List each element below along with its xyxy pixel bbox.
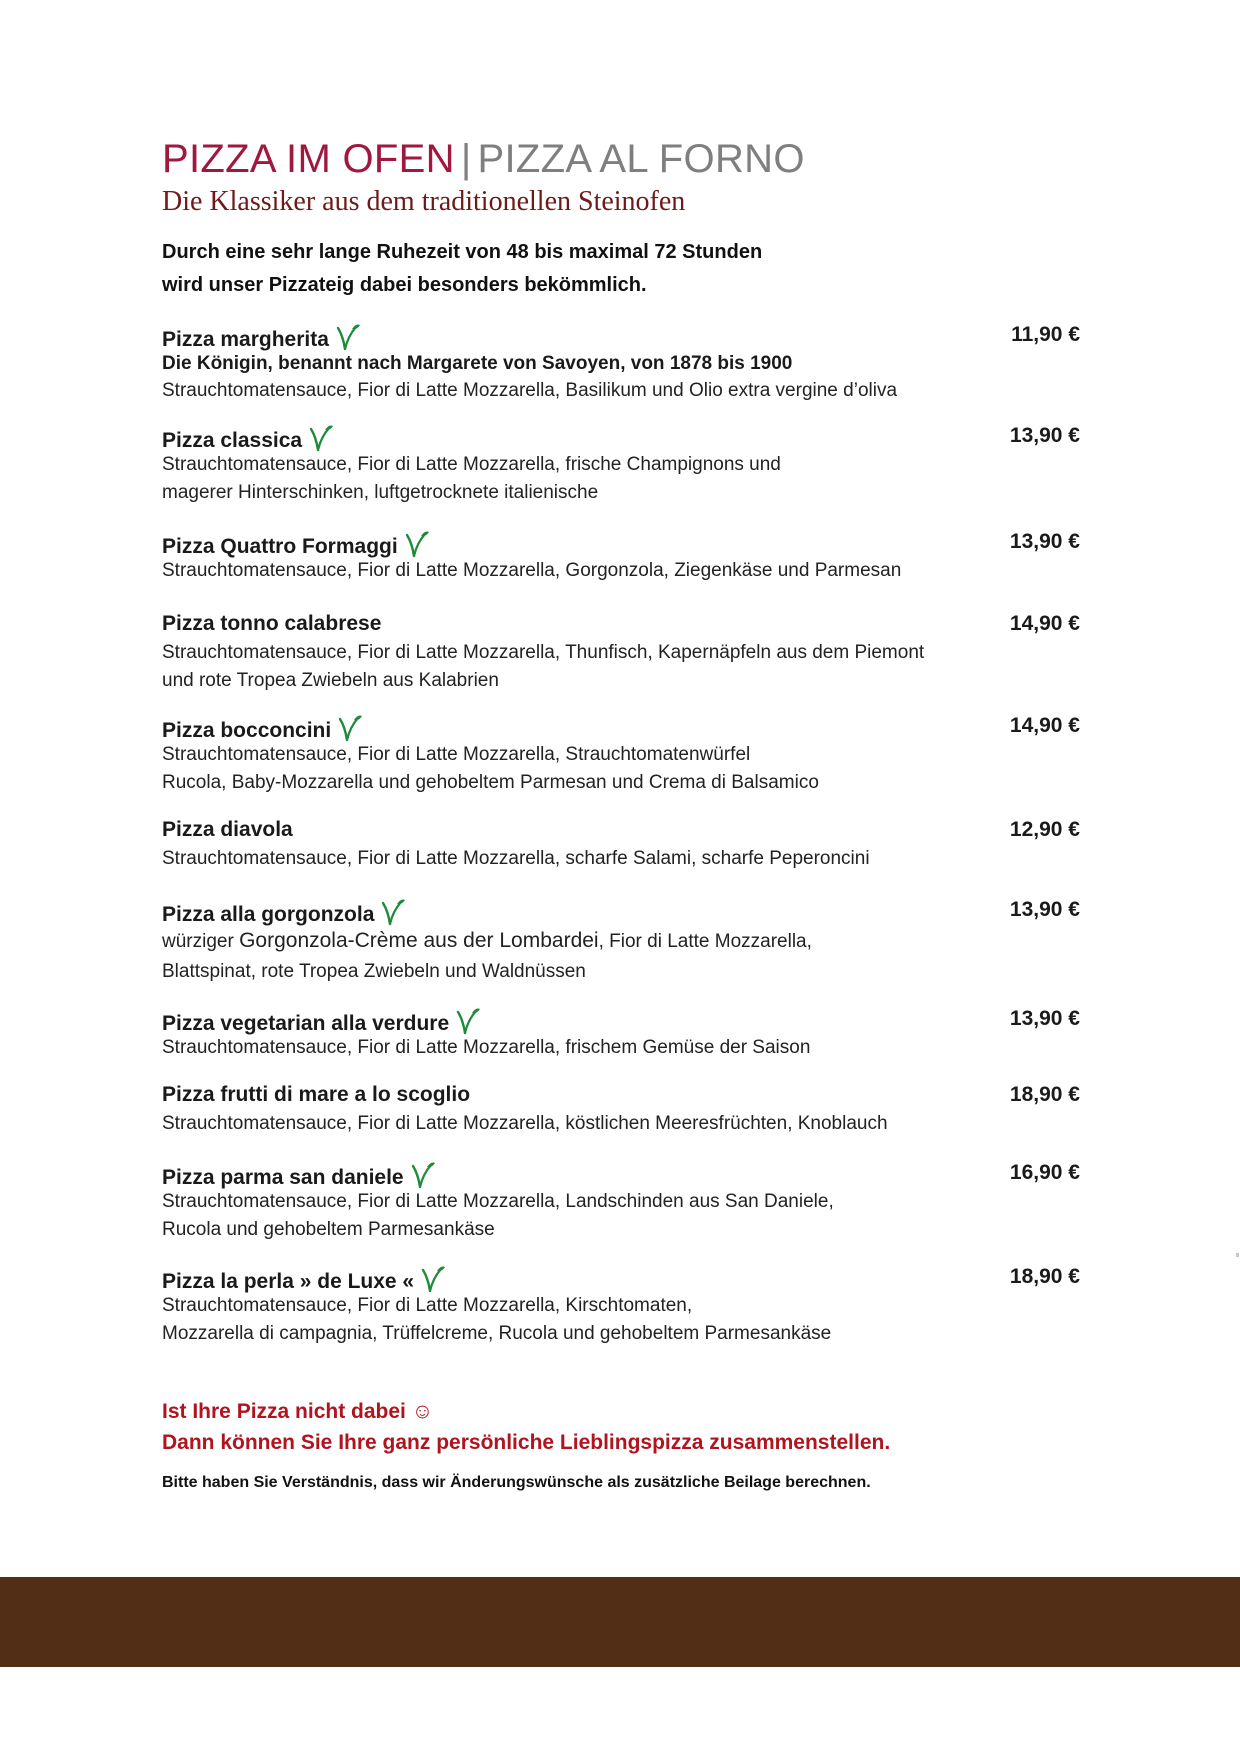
menu-item-header [162, 891, 1082, 925]
menu-item-name-text: Pizza tonno calabrese [162, 612, 382, 635]
menu-item-description: Strauchtomatensauce, Fior di Latte Mozzarella, frischem Gemüse der Saison [162, 1037, 811, 1058]
page-title [162, 136, 1082, 182]
menu-item-name [162, 611, 381, 637]
title-italian: PIZZA AL FORNO [477, 137, 805, 181]
menu-item-description: Strauchtomatensauce, Fior di Latte Mozzarella, Landschinden aus San Daniele, [162, 1191, 834, 1212]
intro-line: wird unser Pizzateig dabei besonders bekömmlich. [162, 274, 647, 296]
custom-pizza-callout [162, 1396, 1082, 1458]
vegetarian-leaf-icon [335, 322, 361, 352]
menu-item [162, 523, 1082, 585]
menu-item-header [162, 1258, 1082, 1292]
menu-item-description: magerer Hinterschinken, luftgetrocknete italienische [162, 482, 599, 503]
menu-item-name [162, 1082, 470, 1108]
callout-line: Dann können Sie Ihre ganz persönliche Lieblingspizza zusammenstellen. [162, 1431, 891, 1454]
menu-item-price: 13,90 € [1009, 1007, 1080, 1030]
menu-item-price: 12,90 € [1009, 818, 1080, 841]
menu-item-description: Blattspinat, rote Tropea Zwiebeln und Waldnüssen [162, 961, 586, 982]
menu-item-description [162, 925, 1082, 958]
menu-item-header [162, 1000, 1082, 1034]
menu-item-name [162, 1264, 446, 1295]
menu-item-name-text: Pizza alla gorgonzola [162, 903, 375, 926]
menu-item-name-text: Pizza Quattro Formaggi [162, 535, 398, 558]
menu-item-name [162, 897, 406, 928]
menu-item-description: Strauchtomatensauce, Fior di Latte Mozzarella, Strauchtomatenwürfel [162, 744, 751, 765]
vegetarian-leaf-icon [404, 529, 430, 559]
menu-item-header [162, 1076, 1082, 1110]
menu-item-name-text: Pizza bocconcini [162, 719, 332, 742]
menu-item-name [162, 529, 430, 560]
intro-text [162, 236, 1082, 302]
menu-item-header [162, 523, 1082, 557]
page-subtitle: Die Klassiker aus dem traditionellen Steinofen [162, 186, 686, 217]
menu-page [162, 136, 1082, 1493]
vegetarian-leaf-icon [308, 423, 334, 453]
title-german: PIZZA IM OFEN [162, 137, 455, 181]
menu-item-description: Rucola und gehobeltem Parmesankäse [162, 1219, 495, 1240]
menu-item [162, 811, 1082, 873]
menu-item-description: Strauchtomatensauce, Fior di Latte Mozzarella, Gorgonzola, Ziegenkäse und Parmesan [162, 560, 902, 581]
menu-item-name [162, 713, 363, 744]
menu-item-name-text: Pizza vegetarian alla verdure [162, 1012, 450, 1035]
menu-item-description: Strauchtomatensauce, Fior di Latte Mozzarella, Basilikum und Olio extra vergine d’oliva [162, 380, 898, 401]
menu-item [162, 1154, 1082, 1244]
title-separator: | [460, 137, 472, 181]
menu-item-header [162, 417, 1082, 451]
menu-item [162, 1258, 1082, 1348]
description-emphasis: Gorgonzola-Crème aus der Lombardei [239, 929, 599, 952]
menu-item-name [162, 817, 293, 843]
menu-item-price: 18,90 € [1009, 1083, 1080, 1106]
menu-item-header [162, 707, 1082, 741]
edge-mark [1236, 1253, 1239, 1257]
callout-line: Ist Ihre Pizza nicht dabei ☺ [162, 1400, 434, 1423]
menu-item-price: 14,90 € [1009, 714, 1080, 737]
menu-item-description: Strauchtomatensauce, Fior di Latte Mozzarella, frische Champignons und [162, 454, 781, 475]
menu-item-name-text: Pizza margherita [162, 328, 329, 351]
menu-item [162, 605, 1082, 695]
menu-item-header [162, 1154, 1082, 1188]
intro-line: Durch eine sehr lange Ruhezeit von 48 bis maximal 72 Stunden [162, 241, 763, 263]
surcharge-note: Bitte haben Sie Verständnis, dass wir Änderungswünsche als zusätzliche Beilage berechnen. [162, 1474, 871, 1491]
menu-item-description: Strauchtomatensauce, Fior di Latte Mozzarella, Thunfisch, Kapernäpfeln aus dem Piemont [162, 642, 925, 663]
menu-item-name-text: Pizza frutti di mare a lo scoglio [162, 1083, 471, 1106]
menu-item-price: 13,90 € [1009, 424, 1080, 447]
menu-item-price: 14,90 € [1009, 612, 1080, 635]
menu-item-price: 16,90 € [1009, 1161, 1080, 1184]
menu-item [162, 1000, 1082, 1062]
menu-item [162, 316, 1082, 405]
vegetarian-leaf-icon [455, 1006, 481, 1036]
menu-item-header [162, 811, 1082, 845]
footer-bar [0, 1577, 1240, 1667]
menu-item [162, 891, 1082, 986]
menu-item-name-text: Pizza diavola [162, 818, 293, 841]
menu-item-name-text: Pizza classica [162, 429, 303, 452]
menu-item-description: Strauchtomatensauce, Fior di Latte Mozzarella, Kirschtomaten, [162, 1295, 693, 1316]
menu-item-price: 13,90 € [1009, 530, 1080, 553]
menu-item-description: und rote Tropea Zwiebeln aus Kalabrien [162, 670, 499, 691]
menu-item-description: Rucola, Baby-Mozzarella und gehobeltem Parmesan und Crema di Balsamico [162, 772, 819, 793]
menu-item [162, 1076, 1082, 1138]
description-part: würziger [162, 931, 240, 952]
menu-item-description: Mozzarella di campagnia, Trüffelcreme, Rucola und gehobeltem Parmesankäse [162, 1323, 832, 1344]
menu-item-name [162, 423, 334, 454]
menu-item-price: 11,90 € [1011, 323, 1080, 346]
vegetarian-leaf-icon [420, 1264, 446, 1294]
vegetarian-leaf-icon [410, 1160, 436, 1190]
menu-item [162, 707, 1082, 797]
menu-item-header [162, 316, 1082, 350]
menu-item-subtitle: Die Königin, benannt nach Margarete von Savoyen, von 1878 bis 1900 [162, 353, 793, 374]
menu-item-name-text: Pizza parma san daniele [162, 1166, 404, 1189]
menu-item-header [162, 605, 1082, 639]
menu-item-name-text: Pizza la perla » de Luxe « [162, 1270, 415, 1293]
menu-item-name [162, 322, 361, 353]
vegetarian-leaf-icon [380, 897, 406, 927]
menu-item-description: Strauchtomatensauce, Fior di Latte Mozzarella, köstlichen Meeresfrüchten, Knoblauch [162, 1113, 888, 1134]
menu-item-price: 13,90 € [1009, 898, 1080, 921]
menu-item [162, 417, 1082, 507]
menu-item-name [162, 1006, 481, 1037]
description-part: , Fior di Latte Mozzarella, [598, 931, 812, 952]
vegetarian-leaf-icon [337, 713, 363, 743]
menu-item-price: 18,90 € [1009, 1265, 1080, 1288]
menu-item-name [162, 1160, 436, 1191]
menu-item-description: Strauchtomatensauce, Fior di Latte Mozzarella, scharfe Salami, scharfe Peperoncini [162, 848, 870, 869]
menu-list [162, 316, 1082, 1493]
